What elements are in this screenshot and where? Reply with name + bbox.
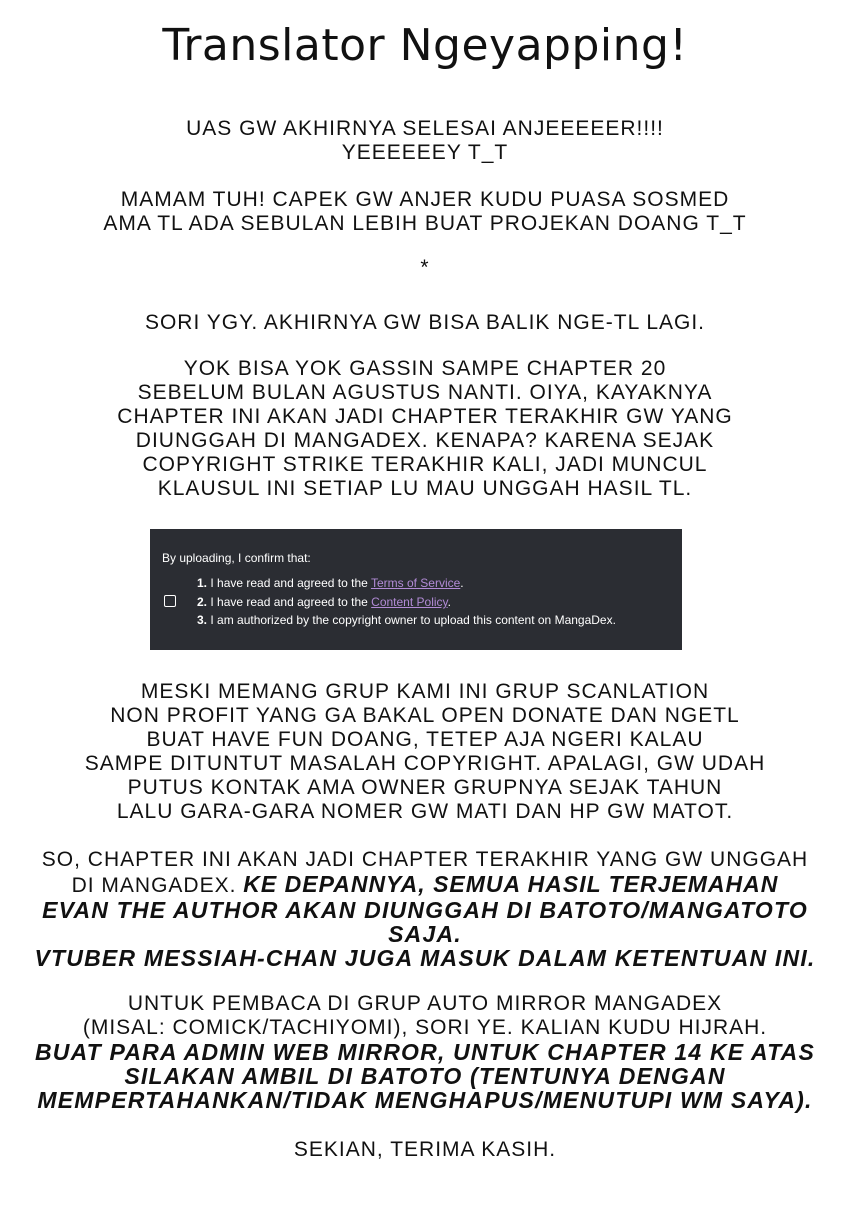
text-line: DIUNGGAH DI MANGADEX. KENAPA? KARENA SEJAK <box>135 429 715 452</box>
confirm-item-3 <box>197 613 616 627</box>
item-number: 3. <box>197 613 208 627</box>
paragraph-last-chapter <box>0 848 850 970</box>
text-line-emphasis: VTUBER MESSIAH-CHAN JUGA MASUK DALAM KETENTUAN INI. <box>34 945 816 971</box>
text-line: LALU GARA-GARA NOMER GW MATI DAN HP GW MATOT. <box>116 800 734 823</box>
text-line: SO, CHAPTER INI AKAN JADI CHAPTER TERAKHIR YANG GW UNGGAH <box>41 848 809 871</box>
text-line: MESKI MEMANG GRUP KAMI INI GRUP SCANLATION <box>140 680 710 703</box>
text-line: YEEEEEEY T_T <box>341 141 509 164</box>
item-tail: . <box>460 576 464 590</box>
text-line-emphasis: EVAN THE AUTHOR AKAN DIUNGGAH DI BATOTO/MANGATOTO <box>42 897 808 923</box>
item-text: I am authorized by the copyright owner to upload this content on MangaDex. <box>210 613 616 627</box>
terms-of-service-link[interactable]: Terms of Service <box>370 576 461 590</box>
text-line: (MISAL: COMICK/TACHIYOMI), SORI YE. KALIAN KUDU HIJRAH. <box>82 1016 768 1039</box>
text-line: AMA TL ADA SEBULAN LEBIH BUAT PROJEKAN DOANG T_T <box>103 212 747 235</box>
page-title: Translator Ngeyapping! <box>162 20 688 71</box>
item-text: I have read and agreed to the <box>210 595 372 609</box>
separator <box>0 256 850 280</box>
text-line-emphasis: BUAT PARA ADMIN WEB MIRROR, UNTUK CHAPTER 14 KE ATAS <box>34 1039 816 1065</box>
item-number: 1. <box>197 576 208 590</box>
item-tail: . <box>447 595 451 609</box>
text-line: SEBELUM BULAN AGUSTUS NANTI. OIYA, KAYAKNYA <box>137 381 713 404</box>
closing <box>0 1138 850 1162</box>
text-line: CHAPTER INI AKAN JADI CHAPTER TERAKHIR GW YANG <box>117 405 733 428</box>
text-line-emphasis: SAJA. <box>388 921 462 947</box>
item-number: 2. <box>197 595 208 609</box>
text-line-mixed <box>0 872 850 898</box>
content-policy-link[interactable]: Content Policy <box>371 595 448 609</box>
upload-confirm-panel <box>150 529 682 650</box>
text-line: YOK BISA YOK GASSIN SAMPE CHAPTER 20 <box>183 357 667 380</box>
text-line: PUTUS KONTAK AMA OWNER GRUPNYA SEJAK TAHUN <box>127 776 723 799</box>
paragraph-sori <box>0 311 850 335</box>
text-normal: DI MANGADEX. <box>71 874 244 897</box>
text-line: SAMPE DITUNTUT MASALAH COPYRIGHT. APALAGI, GW UDAH <box>84 752 766 775</box>
upload-confirm-intro: By uploading, I confirm that: <box>162 551 311 565</box>
text-line: SORI YGY. AKHIRNYA GW BISA BALIK NGE-TL LAGI. <box>144 311 706 334</box>
text-line: BUAT HAVE FUN DOANG, TETEP AJA NGERI KALAU <box>146 728 704 751</box>
text-line-emphasis: SILAKAN AMBIL DI BATOTO (TENTUNYA DENGAN <box>124 1063 726 1089</box>
text-line: UNTUK PEMBACA DI GRUP AUTO MIRROR MANGADEX <box>127 992 723 1015</box>
text-emphasis: KE DEPANNYA, SEMUA HASIL TERJEMAHAN <box>243 871 779 897</box>
text-line: NON PROFIT YANG GA BAKAL OPEN DONATE DAN NGETL <box>110 704 740 727</box>
paragraph-puasa-sosmed <box>0 188 850 236</box>
paragraph-mirror <box>0 992 850 1112</box>
text-line: UAS GW AKHIRNYA SELESAI ANJEEEEER!!!! <box>186 117 664 140</box>
item-text: I have read and agreed to the <box>210 576 371 590</box>
text-line: MAMAM TUH! CAPEK GW ANJER KUDU PUASA SOSMED <box>120 188 730 211</box>
closing-line: SEKIAN, TERIMA KASIH. <box>293 1138 557 1161</box>
confirm-item-1 <box>197 576 464 590</box>
text-line: COPYRIGHT STRIKE TERAKHIR KALI, JADI MUNCUL <box>142 453 708 476</box>
paragraph-uas <box>0 117 850 165</box>
confirm-item-2 <box>197 595 451 609</box>
separator-asterisk: * <box>420 256 430 279</box>
text-line-emphasis: MEMPERTAHANKAN/TIDAK MENGHAPUS/MENUTUPI WM SAYA). <box>37 1087 813 1113</box>
text-line: KLAUSUL INI SETIAP LU MAU UNGGAH HASIL TL. <box>157 477 693 500</box>
paragraph-chapter-20 <box>0 357 850 501</box>
confirm-checkbox[interactable] <box>164 595 176 607</box>
paragraph-scanlation <box>0 680 850 824</box>
